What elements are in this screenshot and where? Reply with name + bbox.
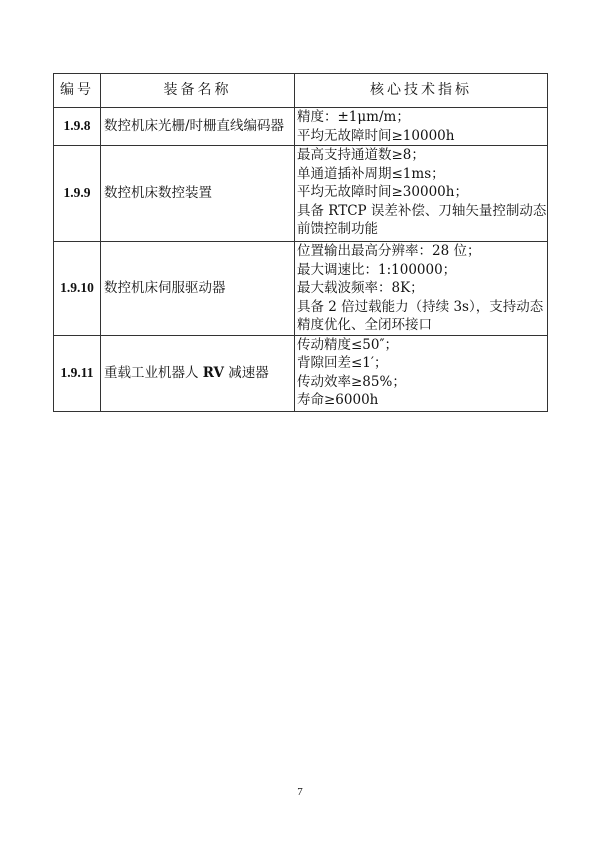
table-header-row — [54, 74, 548, 108]
row-specs — [295, 108, 548, 146]
spec-line: 最高支持通道数≥8； — [297, 147, 425, 163]
spec-line: 最大调速比：1:100000； — [297, 261, 457, 278]
spec-line: 传动效率≥85%； — [297, 373, 406, 390]
spec-line: 精度优化、全闭环接口 — [297, 317, 432, 333]
spec-line: 平均无故障时间≥30000h； — [297, 184, 468, 200]
equipment-spec-table — [53, 73, 548, 412]
name-part: 减速器 — [224, 364, 269, 381]
table-row — [54, 335, 548, 411]
header-specs: 核心技术指标 — [295, 74, 548, 108]
name-part: 重载工业机器人 — [104, 364, 203, 381]
row-specs — [295, 146, 548, 242]
row-name: 数控机床伺服驱动器 — [101, 242, 295, 336]
row-id: 1.9.11 — [54, 335, 101, 411]
row-name: 数控机床光栅/时栅直线编码器 — [101, 108, 295, 146]
table-row — [54, 108, 548, 146]
spec-line: 寿命≥6000h — [297, 392, 379, 408]
spec-line: 传动精度≤50″； — [297, 336, 399, 353]
row-id: 1.9.10 — [54, 242, 101, 336]
row-specs — [295, 335, 548, 411]
header-name: 装备名称 — [101, 74, 295, 108]
row-specs — [295, 242, 548, 336]
spec-line: 单通道插补周期≤1ms； — [297, 165, 445, 182]
row-id: 1.9.9 — [54, 146, 101, 242]
page-number: 7 — [297, 786, 303, 798]
spec-line: 最大载波频率：8K； — [297, 280, 424, 296]
row-name: 数控机床数控装置 — [101, 146, 295, 242]
spec-line: 具备 2 倍过载能力（持续 3s），支持动态 — [297, 298, 544, 315]
spec-line: 前馈控制功能 — [297, 221, 378, 237]
row-id: 1.9.8 — [54, 108, 101, 146]
spec-line: 具备 RTCP 误差补偿、刀轴矢量控制动态 — [297, 202, 547, 219]
spec-line: 背隙回差≤1′； — [297, 355, 388, 371]
spec-line: 位置输出最高分辨率：28 位； — [297, 243, 481, 259]
spec-line: 精度：±1μm/m； — [297, 109, 410, 125]
table-row — [54, 146, 548, 242]
name-part: RV — [202, 364, 225, 381]
spec-line: 平均无故障时间≥10000h — [297, 127, 455, 144]
row-name — [101, 335, 295, 411]
table-row — [54, 242, 548, 336]
header-id: 编号 — [54, 74, 101, 108]
